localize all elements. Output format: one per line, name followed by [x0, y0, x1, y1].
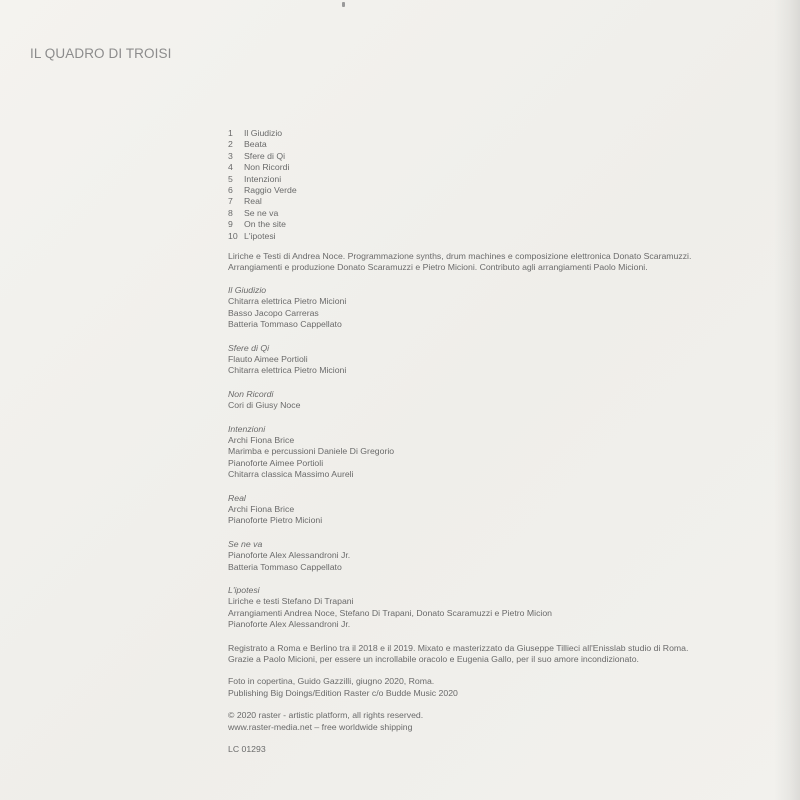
photo-note-line: Publishing Big Doings/Edition Raster c/o Budde Music 2020 — [228, 687, 458, 698]
track-item — [228, 219, 768, 230]
track-number: 7 — [228, 196, 233, 207]
track-item — [228, 139, 768, 150]
credit-line: Archi Fiona Brice — [228, 503, 295, 514]
credit-song-title: Real — [228, 492, 246, 503]
credit-line: Marimba e percussioni Daniele Di Gregorio — [228, 446, 395, 457]
track-title: Se ne va — [244, 207, 279, 218]
credit-line: Pianoforte Aimee Portioli — [228, 457, 324, 468]
song-credits — [228, 285, 768, 631]
credit-line: Pianoforte Pietro Micioni — [228, 515, 323, 526]
track-title: Intenzioni — [244, 173, 282, 184]
track-title: Raggio Verde — [244, 185, 297, 196]
track-number: 9 — [228, 219, 233, 230]
recording-notes — [228, 643, 768, 666]
credit-song-title: Il Giudizio — [228, 284, 267, 295]
credit-line: Chitarra classica Massimo Aureli — [228, 469, 354, 480]
credit-line: Pianoforte Alex Alessandroni Jr. — [228, 550, 351, 561]
track-title: L'ipotesi — [244, 230, 276, 241]
track-item — [228, 196, 768, 207]
production-credit-line: Liriche e Testi di Andrea Noce. Programmazione synths, drum machines e composizione elettronica Donato Scaramuzzi. — [228, 251, 692, 262]
copyright-line: www.raster-media.net – free worldwide shipping — [228, 721, 413, 732]
credit-song-title: Intenzioni — [228, 423, 266, 434]
credit-line: Liriche e testi Stefano Di Trapani — [228, 596, 354, 607]
credit-line: Batteria Tommaso Cappellato — [228, 319, 342, 330]
credit-block — [228, 424, 768, 481]
credit-line: Batteria Tommaso Cappellato — [228, 561, 342, 572]
track-number: 8 — [228, 207, 233, 218]
track-item — [228, 162, 768, 173]
track-number: 3 — [228, 150, 233, 161]
photo-note-line: Foto in copertina, Guido Gazzilli, giugno 2020, Roma. — [228, 676, 435, 687]
credit-block — [228, 285, 768, 331]
credit-line: Chitarra elettrica Pietro Micioni — [228, 365, 347, 376]
track-title: On the site — [244, 219, 287, 230]
print-mark — [342, 2, 345, 7]
copyright-line: © 2020 raster - artistic platform, all rights reserved. — [228, 710, 424, 721]
track-item — [228, 231, 768, 242]
track-item — [228, 208, 768, 219]
track-number: 2 — [228, 139, 233, 150]
credit-line: Arrangiamenti Andrea Noce, Stefano Di Trapani, Donato Scaramuzzi e Pietro Micion — [228, 607, 553, 618]
track-item — [228, 128, 768, 139]
photo-publishing-notes — [228, 676, 768, 699]
track-title: Real — [244, 196, 262, 207]
credit-song-title: L'ipotesi — [228, 585, 260, 595]
copyright-notice — [228, 710, 768, 733]
credit-block — [228, 389, 768, 412]
track-item — [228, 151, 768, 162]
tracklist — [228, 128, 768, 242]
credit-line: Cori di Giusy Noce — [228, 400, 301, 411]
credit-line: Basso Jacopo Carreras — [228, 307, 319, 318]
recording-note-line: Registrato a Roma e Berlino tra il 2018 e il 2019. Mixato e masterizzato da Giuseppe Tillieci all'Enisslab studio di Roma. — [228, 642, 689, 653]
credit-song-title: Non Ricordi — [228, 388, 274, 399]
credit-block — [228, 585, 768, 631]
track-title: Sfere di Qi — [244, 150, 286, 161]
credit-line: Pianoforte Alex Alessandroni Jr. — [228, 619, 351, 630]
credit-line: Archi Fiona Brice — [228, 434, 295, 445]
track-number: 1 — [228, 128, 233, 138]
track-title: Il Giudizio — [244, 128, 283, 138]
sleeve-edge-shadow — [774, 0, 800, 800]
track-item — [228, 185, 768, 196]
album-title: IL QUADRO DI TROISI — [30, 46, 172, 61]
track-number: 6 — [228, 185, 233, 196]
credit-block — [228, 539, 768, 573]
credit-song-title: Sfere di Qi — [228, 342, 270, 353]
track-number: 4 — [228, 162, 233, 173]
label-code: LC 01293 — [228, 744, 266, 755]
credit-line: Chitarra elettrica Pietro Micioni — [228, 296, 347, 307]
liner-notes — [228, 128, 768, 766]
credit-song-title: Se ne va — [228, 538, 263, 549]
credit-block — [228, 493, 768, 527]
track-number: 10 — [228, 230, 238, 241]
track-number: 5 — [228, 173, 233, 184]
production-credit-line: Arrangiamenti e produzione Donato Scaramuzzi e Pietro Micioni. Contributo agli arrangiamenti Paolo Micioni. — [228, 262, 648, 273]
track-title: Beata — [244, 139, 267, 150]
credit-line: Flauto Aimee Portioli — [228, 353, 308, 364]
credit-block — [228, 343, 768, 377]
track-title: Non Ricordi — [244, 162, 290, 173]
recording-note-line: Grazie a Paolo Micioni, per essere un incrollabile oracolo e Eugenia Gallo, per il suo amore incondizionato. — [228, 654, 639, 665]
production-credits — [228, 251, 768, 274]
track-item — [228, 174, 768, 185]
